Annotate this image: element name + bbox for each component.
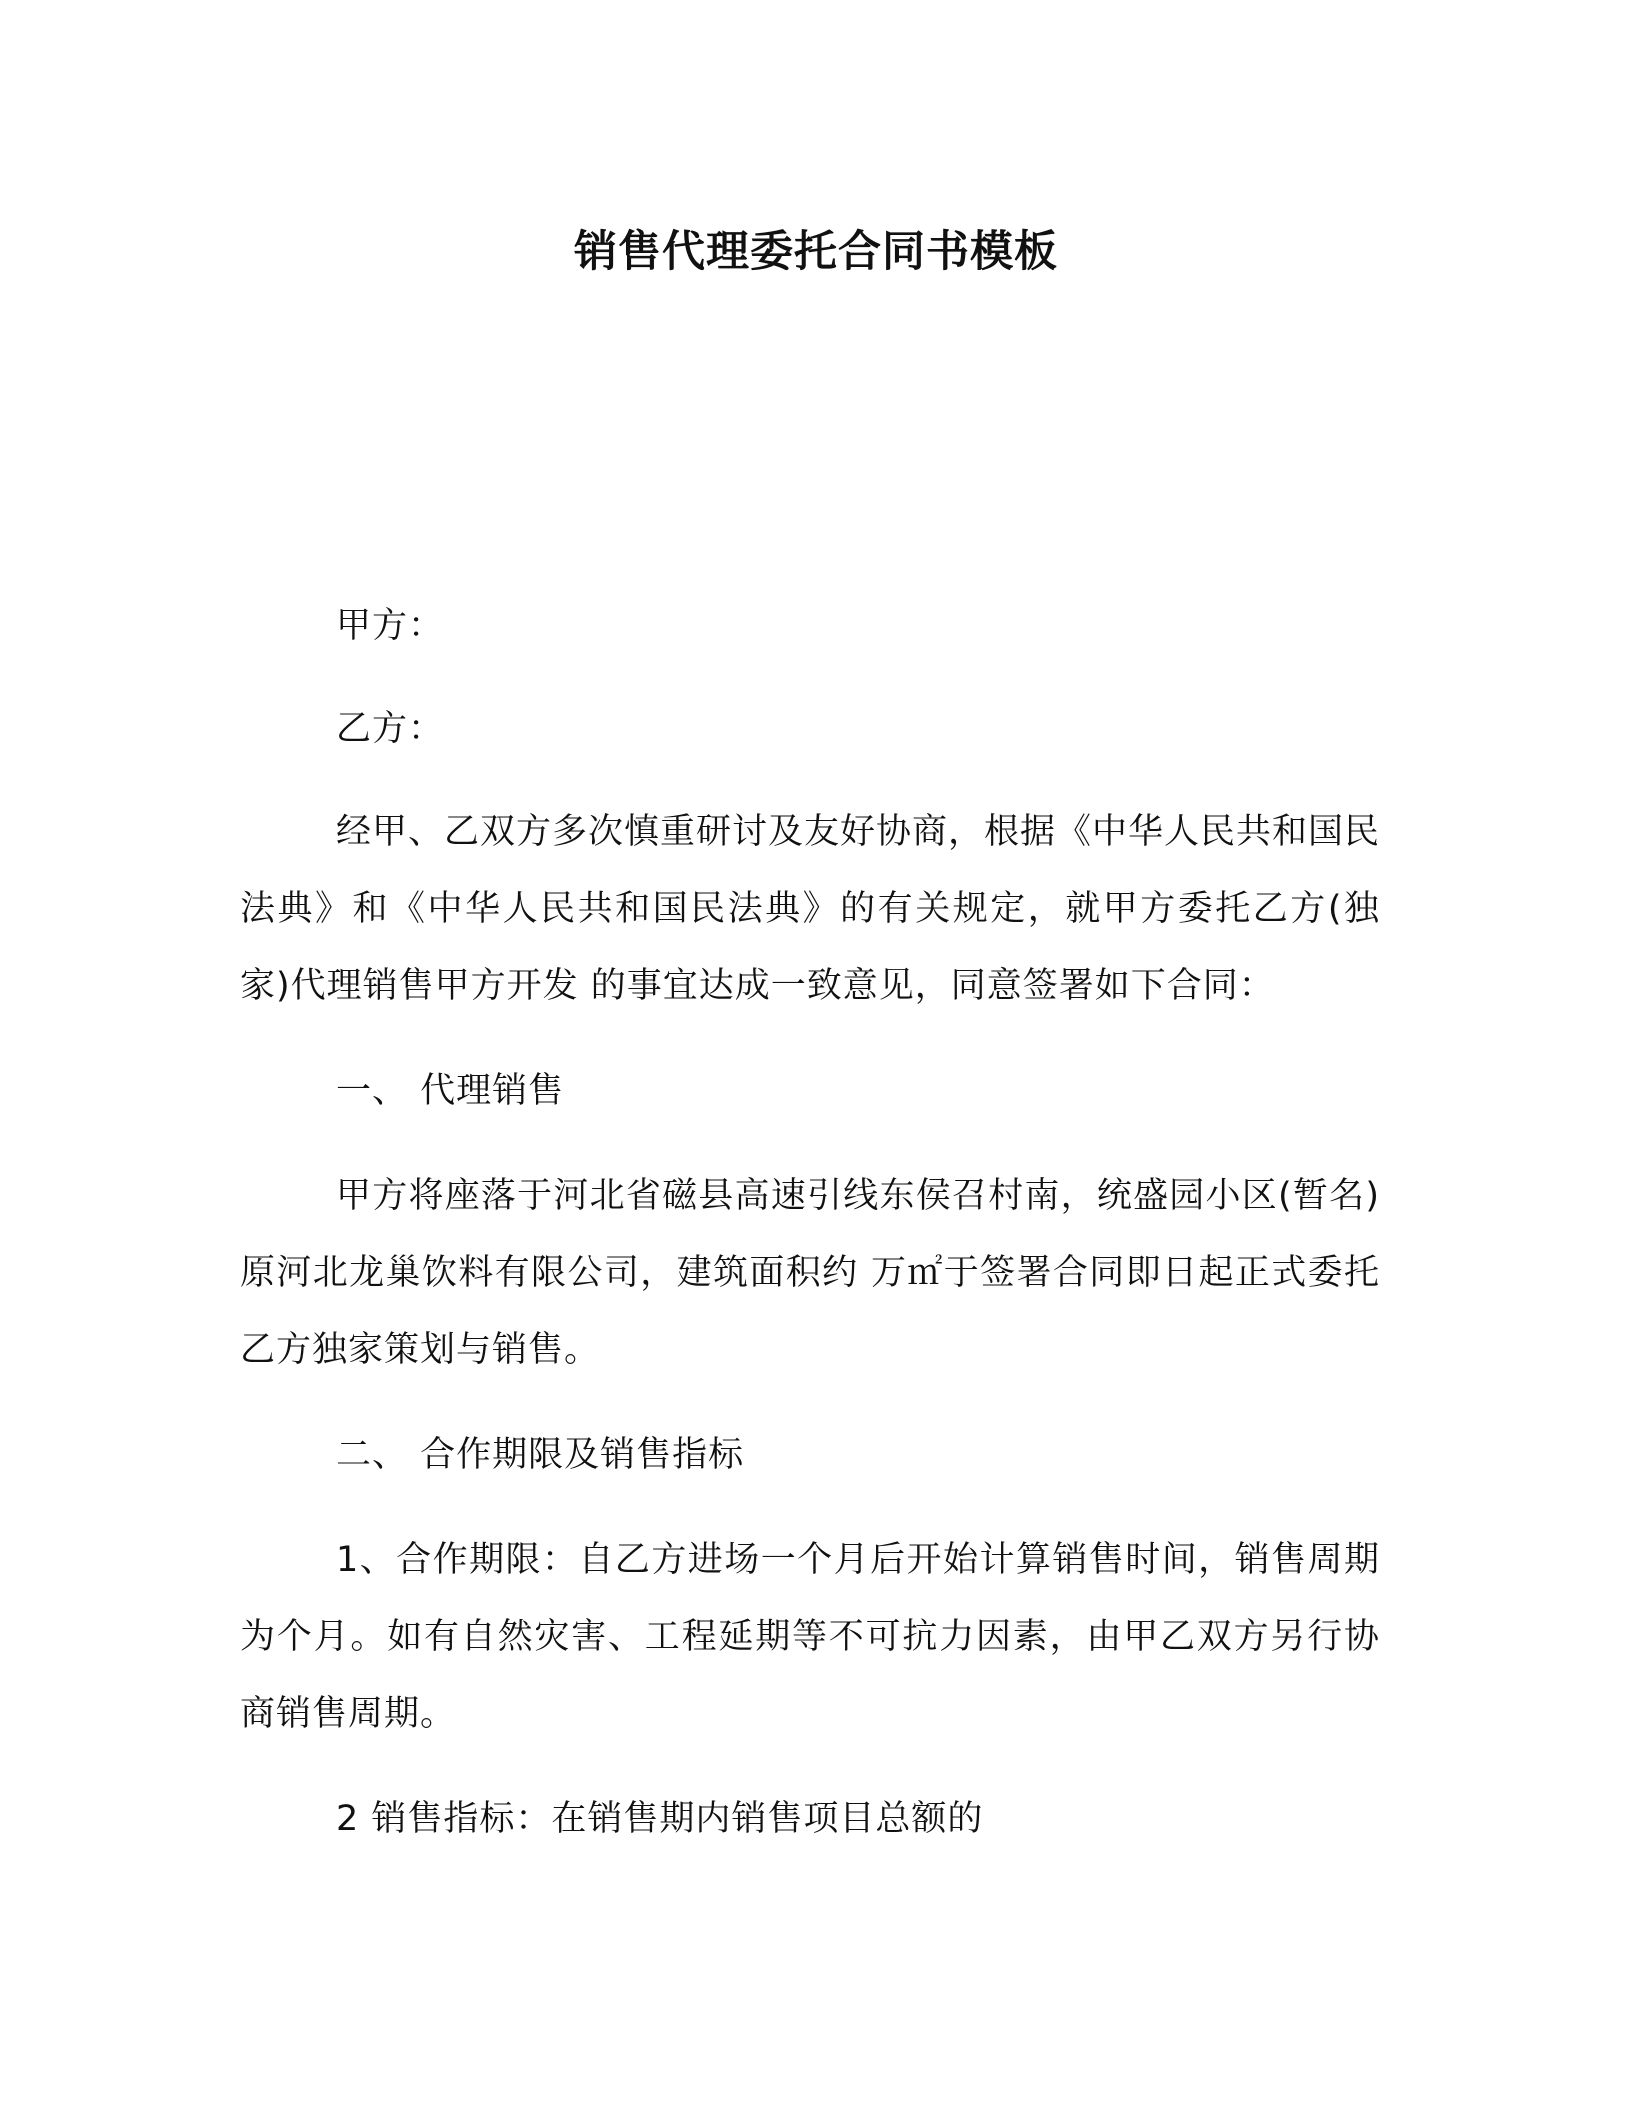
section-1-body: 甲方将座落于河北省磁县高速引线东侯召村南，统盛园小区(暂名)原河北龙巢饮料有限公司，建筑面积约 万㎡于签署合同即日起正式委托乙方独家策划与销售。	[240, 1176, 1380, 1370]
section-2-item-1: 1、合作期限：自乙方进场一个月后开始计算销售时间，销售周期为个月。如有自然灾害、工程延期等不可抗力因素，由甲乙双方另行协商销售周期。	[240, 1540, 1380, 1734]
document-title: 销售代理委托合同书模板	[574, 227, 1058, 277]
section-1-heading: 一、 代理销售	[336, 1071, 565, 1111]
document-body	[240, 588, 1380, 1858]
party-b-line: 乙方：	[336, 709, 445, 749]
preamble-paragraph: 经甲、乙双方多次慎重研讨及友好协商，根据《中华人民共和国民法典》和《中华人民共和国民法典》的有关规定，就甲方委托乙方(独家)代理销售甲方开发 的事宜达成一致意见，同意签署如下合同：	[240, 812, 1381, 1006]
section-2-heading: 二、 合作期限及销售指标	[336, 1435, 745, 1475]
section-2-item-2: 2 销售指标：在销售期内销售项目总额的	[336, 1799, 984, 1839]
party-a-line: 甲方：	[336, 606, 445, 646]
